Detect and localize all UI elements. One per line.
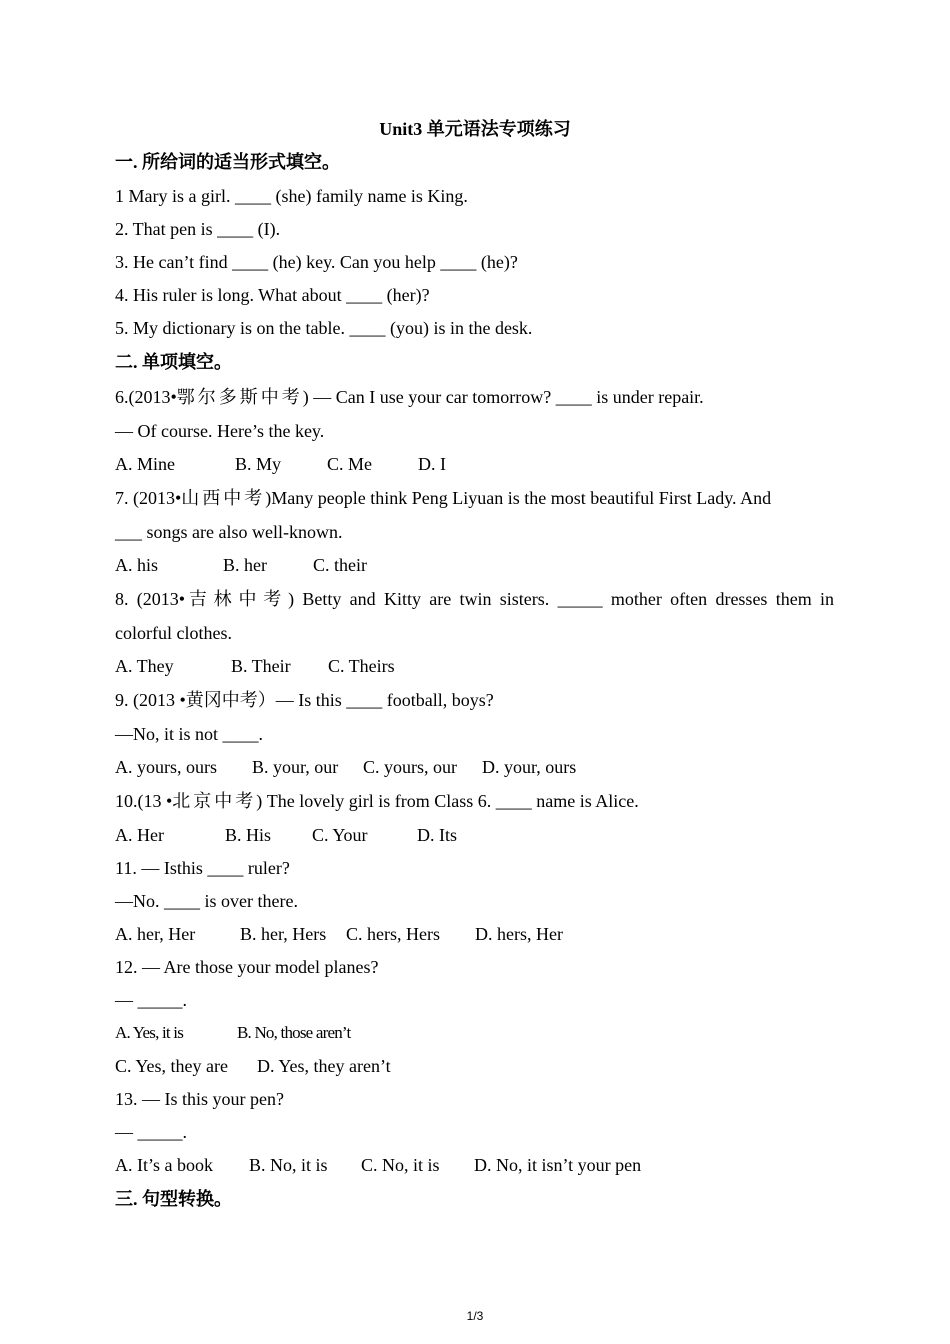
option-b: B. No, those aren’t	[237, 1023, 351, 1042]
option-a: A. They	[115, 656, 174, 676]
option-b: B. your, our	[252, 757, 339, 777]
question-8-source: 吉林中考	[185, 589, 289, 609]
question-4: 4. His ruler is long. What about ____ (her)?	[115, 285, 430, 305]
section-heading-3: 三. 句型转换。	[115, 1189, 232, 1209]
option-c: C. Yes, they are	[115, 1056, 228, 1076]
option-b: B. No, it is	[249, 1155, 328, 1175]
question-7-options	[115, 553, 367, 577]
question-10-text: ) The lovely girl is from Class 6. ____ name is Alice.	[256, 791, 639, 811]
question-8-text: ) Betty and Kitty are twin sisters. _____ mother often dresses them in	[288, 589, 835, 609]
question-6-text: ) — Can I use your car tomorrow? ____ is under repair.	[302, 387, 704, 407]
question-9: 9. (2013 •黄冈中考）— Is this ____ football, boys?	[115, 690, 494, 710]
question-7-prefix: 7. (2013•	[115, 488, 182, 508]
option-a: A. his	[115, 555, 159, 575]
question-7	[115, 486, 771, 510]
option-b: B. My	[235, 454, 282, 474]
question-6-reply: — Of course. Here’s the key.	[115, 421, 325, 441]
option-b: B. her	[223, 555, 267, 575]
option-a: A. yours, ours	[115, 757, 217, 777]
question-13: 13. — Is this your pen?	[115, 1089, 284, 1109]
option-c: C. yours, our	[363, 757, 457, 777]
question-3: 3. He can’t find ____ (he) key. Can you help ____ (he)?	[115, 252, 518, 272]
question-7-continued: ___ songs are also well-known.	[115, 522, 343, 542]
question-11: 11. — Isthis ____ ruler?	[115, 858, 290, 878]
option-a: A. Mine	[115, 454, 175, 474]
question-6-prefix: 6.(2013•	[115, 387, 177, 407]
option-c: C. Theirs	[328, 656, 395, 676]
option-d: D. Yes, they aren’t	[257, 1056, 391, 1076]
question-6	[115, 385, 704, 409]
option-b: B. His	[225, 825, 272, 845]
question-13-reply: — _____.	[115, 1122, 187, 1142]
option-c: C. Your	[312, 825, 368, 845]
option-d: D. Its	[417, 825, 457, 845]
option-c: C. Me	[327, 454, 372, 474]
question-2: 2. That pen is ____ (I).	[115, 219, 281, 239]
question-12: 12. — Are those your model planes?	[115, 957, 379, 977]
question-13-options	[115, 1153, 641, 1177]
question-7-source: 山西中考	[181, 488, 266, 508]
question-12-reply: — _____.	[115, 990, 187, 1010]
option-c: C. hers, Hers	[346, 924, 440, 944]
option-a: A. Yes, it is	[115, 1023, 184, 1042]
option-a: A. Her	[115, 825, 164, 845]
question-5: 5. My dictionary is on the table. ____ (you) is in the desk.	[115, 318, 533, 338]
question-12-options-row-1	[115, 1021, 350, 1045]
question-8-prefix: 8. (2013•	[115, 589, 186, 609]
page-title: Unit3 单元语法专项练习	[379, 119, 571, 139]
question-8-options	[115, 654, 395, 678]
option-d: D. I	[418, 454, 446, 474]
option-c: C. No, it is	[361, 1155, 440, 1175]
option-a: A. her, Her	[115, 924, 196, 944]
page-number: 1/3	[466, 1309, 484, 1323]
question-9-options	[115, 755, 576, 779]
option-a: A. It’s a book	[115, 1155, 213, 1175]
option-c: C. their	[313, 555, 367, 575]
question-12-options-row-2	[115, 1054, 391, 1078]
section-heading-1: 一. 所给词的适当形式填空。	[115, 152, 340, 172]
question-9-reply: —No, it is not ____.	[115, 724, 264, 744]
question-10-source: 北京中考	[172, 791, 257, 811]
option-d: D. No, it isn’t your pen	[474, 1155, 642, 1175]
question-11-reply: —No. ____ is over there.	[115, 891, 298, 911]
question-10-options	[115, 823, 457, 847]
question-8-continued: colorful clothes.	[115, 623, 232, 643]
option-d: D. hers, Her	[475, 924, 563, 944]
option-d: D. your, ours	[482, 757, 577, 777]
question-10-prefix: 10.(13 •	[115, 791, 173, 811]
question-8	[115, 587, 834, 611]
question-10	[115, 789, 639, 813]
question-1: 1 Mary is a girl. ____ (she) family name is King.	[115, 186, 468, 206]
section-heading-2: 二. 单项填空。	[115, 352, 232, 372]
option-b: B. her, Hers	[240, 924, 327, 944]
question-11-options	[115, 922, 563, 946]
question-6-source: 鄂尔多斯中考	[176, 387, 303, 407]
question-6-options	[115, 452, 446, 476]
option-b: B. Their	[231, 656, 291, 676]
question-7-text: )Many people think Peng Liyuan is the most beautiful First Lady. And	[265, 488, 772, 508]
